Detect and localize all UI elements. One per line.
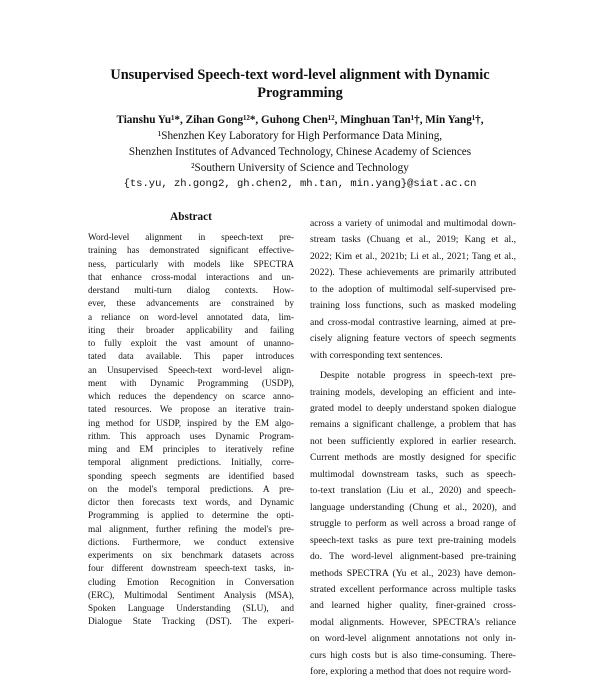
text-line: and cross-modal contrastive learning, aimed at pre- xyxy=(310,316,516,328)
text-line: that enhance cross-modal interactions and un- xyxy=(88,272,294,283)
text-line: to fully exploit the vast amount of unanno- xyxy=(88,339,294,349)
intro-paragraph-2 xyxy=(310,368,516,681)
text-line: grated model to deeply understand spoken dialogue xyxy=(310,402,516,414)
text-line: dictions. Furthermore, we conduct extensive xyxy=(88,537,294,548)
text-line: 2022). These achievements are primarily attributed xyxy=(310,267,516,279)
text-line: training models, developing an efficient and inte- xyxy=(310,386,516,398)
text-line: cluding Emotion Recognition in Conversation xyxy=(88,577,294,588)
text-line: tated resources. We propose an iterative train- xyxy=(88,405,294,416)
text-line: training has demonstrated significant effective- xyxy=(88,246,294,257)
text-line: temporal alignment predictions. Initially, corre- xyxy=(88,458,294,469)
text-line: modal alignments. However, SPECTRA's reliance xyxy=(310,616,516,628)
text-line: cisely aligning feature vectors of speech segments xyxy=(310,333,516,345)
text-line: Despite notable progress in speech-text pre- xyxy=(320,370,516,382)
text-line: Spoken Language Understanding (SLU), and xyxy=(88,604,294,614)
text-line: derstand multi-turn dialog contexts. How- xyxy=(88,286,294,296)
intro-paragraph-1 xyxy=(310,216,516,364)
text-line: methods SPECTRA (Yu et al., 2023) have demon- xyxy=(310,567,516,579)
text-line: curs high costs but is also time-consuming. There- xyxy=(310,649,516,661)
text-line: rithm. This approach uses Dynamic Program- xyxy=(88,431,294,442)
text-line: mal alignment, further refining the model's pre- xyxy=(88,524,294,535)
author-emails: {ts.yu, zh.gong2, gh.chen2, mh.tan, min.yang}@siat.ac.cn xyxy=(123,178,477,190)
text-line: tated data available. This paper introduces xyxy=(88,352,294,363)
text-line: Programming is applied to determine the opti- xyxy=(88,511,294,522)
text-line: struggle to perform as well across a broad range of xyxy=(310,518,516,530)
text-line: ment with Dynamic Programming (USDP), xyxy=(88,378,294,389)
text-line: training loss functions, such as masked modeling xyxy=(310,300,516,312)
text-line: a reliance on word-level annotated data, lim- xyxy=(88,312,294,323)
text-line: remains a significant challenge, a problem that has xyxy=(310,419,516,431)
text-line: sponding speech segments are identified based xyxy=(88,471,294,482)
affiliation-2: Shenzhen Institutes of Advanced Technology, Chinese Academy of Sciences xyxy=(128,146,472,158)
author-names: Tianshu Yu¹*, Zihan Gong¹²*, Guhong Chen¹², Minghuan Tan¹†, Min Yang¹†, xyxy=(116,114,484,126)
text-line: on the model's temporal predictions. A pre- xyxy=(88,484,294,495)
text-line: across a variety of unimodal and multimodal down- xyxy=(310,218,516,229)
text-line: speech-text tasks as pure text pre-training models xyxy=(310,534,516,546)
text-line: iting their broader applicability and failing xyxy=(88,325,294,336)
text-line: language understanding (Chung et al., 2020), and xyxy=(310,501,516,513)
text-line: on word-level alignment annotations not only in- xyxy=(310,633,516,645)
text-line: Word-level alignment in speech-text pre- xyxy=(88,233,294,243)
text-line: 2022; Kim et al., 2021b; Li et al., 2021; Tang et al., xyxy=(310,250,516,262)
text-line: and learned higher quality, finer-grained cross- xyxy=(310,600,516,612)
text-line: to the adoption of multimodal self-supervised pre- xyxy=(310,283,516,295)
text-line: fore, exploring a method that does not require word- xyxy=(310,666,512,678)
text-line: dictor then forecasts text words, and Dynamic xyxy=(88,498,294,508)
title-line-2: Programming xyxy=(257,85,343,101)
text-line: multimodal downstream tasks, such as speech- xyxy=(310,468,516,480)
intro-column xyxy=(310,216,516,681)
text-line: ness, particularly with models like SPECTRA xyxy=(88,259,294,270)
text-line: which reduces the dependency on scarce anno- xyxy=(88,392,294,402)
text-line: to-text translation (Liu et al., 2020) and speech- xyxy=(310,485,516,497)
affiliation-1: ¹Shenzhen Key Laboratory for High Performance Data Mining, xyxy=(157,130,443,142)
paper-title xyxy=(60,66,540,102)
text-line: not been sufficiently explored in earlier research. xyxy=(310,435,516,447)
text-line: (ERC), Multimodal Sentiment Analysis (MSA), xyxy=(88,590,294,601)
text-line: Current methods are mostly designed for specific xyxy=(310,452,516,464)
text-line: four different downstream speech-text tasks, in- xyxy=(88,564,294,575)
title-line-1: Unsupervised Speech-text word-level alignment with Dynamic xyxy=(110,67,490,83)
text-line: ing method for USDP, inspired by the EM algo- xyxy=(88,418,294,429)
text-line: do. The word-level alignment-based pre-training xyxy=(310,551,516,563)
text-line: stream tasks (Chuang et al., 2019; Kang et al., xyxy=(310,234,516,246)
text-line: an Unsupervised Speech-text word-level align- xyxy=(88,365,294,376)
text-line: strated excellent performance across multiple tasks xyxy=(310,583,516,595)
abstract-body xyxy=(88,232,294,630)
text-line: ming and EM principles to iteratively refine xyxy=(88,445,294,455)
affiliation-3: ²Southern University of Science and Technology xyxy=(191,162,409,174)
text-line: with corresponding text sentences. xyxy=(310,349,443,361)
text-line: experiments on six benchmark datasets across xyxy=(88,551,294,561)
abstract-heading: Abstract xyxy=(170,211,212,223)
author-block xyxy=(40,112,560,192)
text-line: Dialogue State Tracking (DST). The experi- xyxy=(88,617,294,628)
text-line: ever, these advancements are constrained by xyxy=(88,299,294,310)
